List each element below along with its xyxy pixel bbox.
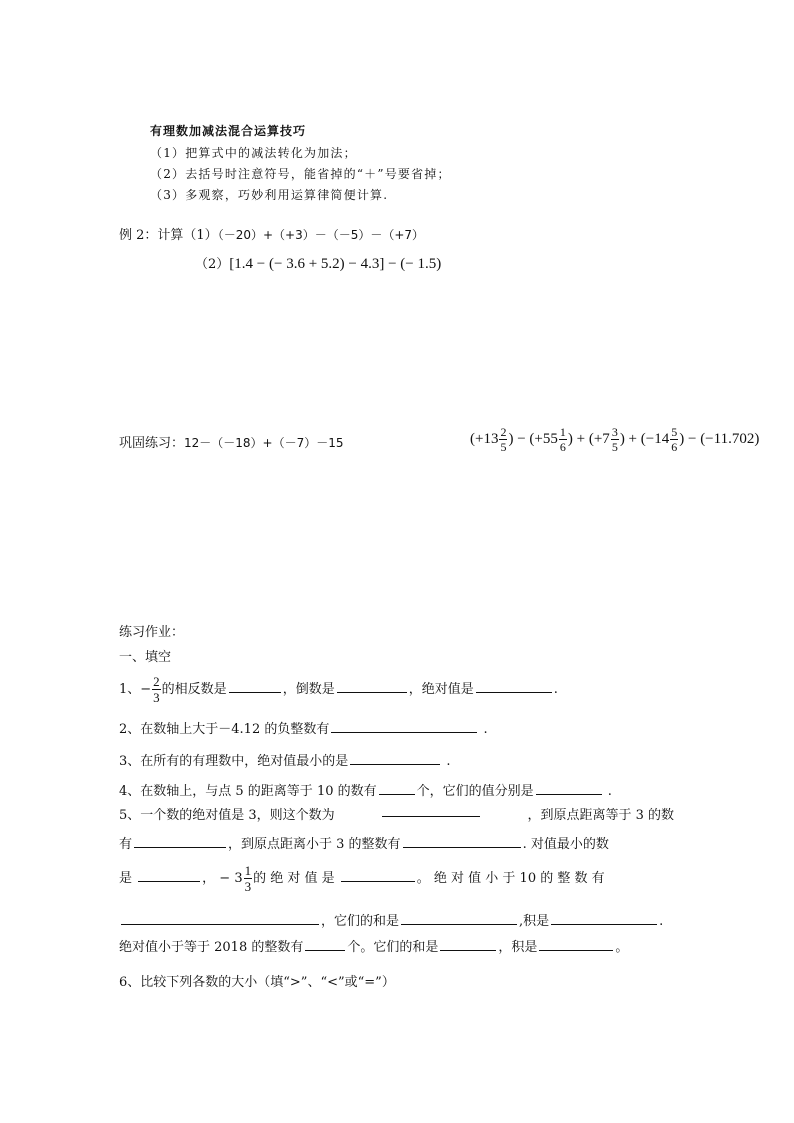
example2-line1	[119, 224, 424, 243]
section-fill-blank: 一、填空	[119, 650, 172, 665]
practice-label: 巩固练习：	[119, 436, 185, 451]
fraction: $\frac{1}{6}$	[559, 425, 566, 454]
fraction: $\frac{3}{5}$	[611, 425, 618, 454]
answer-blank[interactable]	[305, 938, 345, 951]
example2-line2	[195, 253, 441, 273]
homework-title: 练习作业：	[119, 625, 185, 640]
answer-blank[interactable]	[476, 680, 552, 693]
question-4: 4、在数轴上，与点 5 的距离等于 10 的数有 个，它们的值分别是 .	[119, 784, 612, 799]
example2-label: 例 2：计算（1）	[119, 228, 218, 243]
tip-3: （3）多观察，巧妙利用运算律简便计算.	[150, 188, 389, 202]
answer-blank[interactable]	[134, 835, 226, 848]
question-6: 6、比较下列各数的大小（填“>”、“<”或“=”）	[119, 975, 395, 990]
answer-blank[interactable]	[403, 835, 521, 848]
practice-line	[119, 432, 344, 451]
question-3: 3、在所有的有理数中，绝对值最小的是 .	[119, 754, 451, 769]
tip-1: （1）把算式中的减法转化为加法；	[150, 146, 357, 160]
answer-blank[interactable]	[379, 782, 415, 795]
answer-blank[interactable]	[440, 938, 496, 951]
fraction: $\frac{2}{5}$	[500, 425, 507, 454]
question-5-line2: 有 ，到原点距离小于 3 的整数有 . 对值最小的数	[119, 837, 609, 852]
question-2: 2、在数轴上大于－4.12 的负整数有 .	[119, 722, 488, 737]
answer-blank[interactable]	[350, 752, 440, 765]
answer-blank[interactable]	[401, 912, 517, 925]
answer-blank[interactable]	[331, 720, 477, 733]
question-5-line1: 5、一个数的绝对值是 3，则这个数为 ，到原点距离等于 3 的数	[119, 804, 674, 823]
example2-expr2: [1.4 − (− 3.6 + 5.2) − 4.3] − (− 1.5)	[229, 256, 442, 272]
question-5-line5: 绝对值小于等于 2018 的整数有 个。它们的和是 ，积是 。	[119, 940, 629, 955]
tips-title: 有理数加减法混合运算技巧	[150, 124, 307, 138]
answer-blank[interactable]	[341, 869, 415, 882]
question-5-line3: 是 ， − 3 $\frac{1}{3}$ 的 绝 对 值 是 。 绝 对 值 小 于 10 的 整 数 有	[119, 863, 605, 894]
fraction: $\frac{5}{6}$	[671, 425, 678, 454]
answer-blank[interactable]	[337, 680, 407, 693]
answer-blank[interactable]	[138, 869, 200, 882]
example2-expr1: （－20）+（+3）－（－5）－（+7）	[217, 228, 425, 242]
practice-expr1: 12－（－18）+（－7）－15	[184, 436, 344, 450]
answer-blank[interactable]	[551, 912, 657, 925]
answer-blank[interactable]	[121, 912, 319, 925]
answer-blank[interactable]	[229, 680, 281, 693]
fraction: $\frac{2}{3}$	[153, 674, 160, 705]
fraction: $\frac{1}{3}$	[244, 863, 252, 894]
answer-blank[interactable]	[539, 938, 613, 951]
practice-expr2: (+13 $\frac{2}{5}$ ) − (+55 $\frac{1}{6}$ ) + (+7 $\frac{3}{5}$ ) + (−14 $\frac{5}{6}$ ) − (−11.702)	[470, 425, 760, 454]
example2-label2: （2）	[195, 257, 230, 272]
question-5-line4: ，它们的和是 ,积是 .	[119, 910, 663, 929]
tip-2: （2）去括号时注意符号，能省掉的“＋”号要省掉；	[150, 167, 451, 181]
answer-blank[interactable]	[382, 804, 480, 817]
question-1: 1、− $\frac{2}{3}$ 的相反数是 ，倒数是 ，绝对值是 .	[119, 674, 558, 705]
answer-blank[interactable]	[536, 782, 602, 795]
